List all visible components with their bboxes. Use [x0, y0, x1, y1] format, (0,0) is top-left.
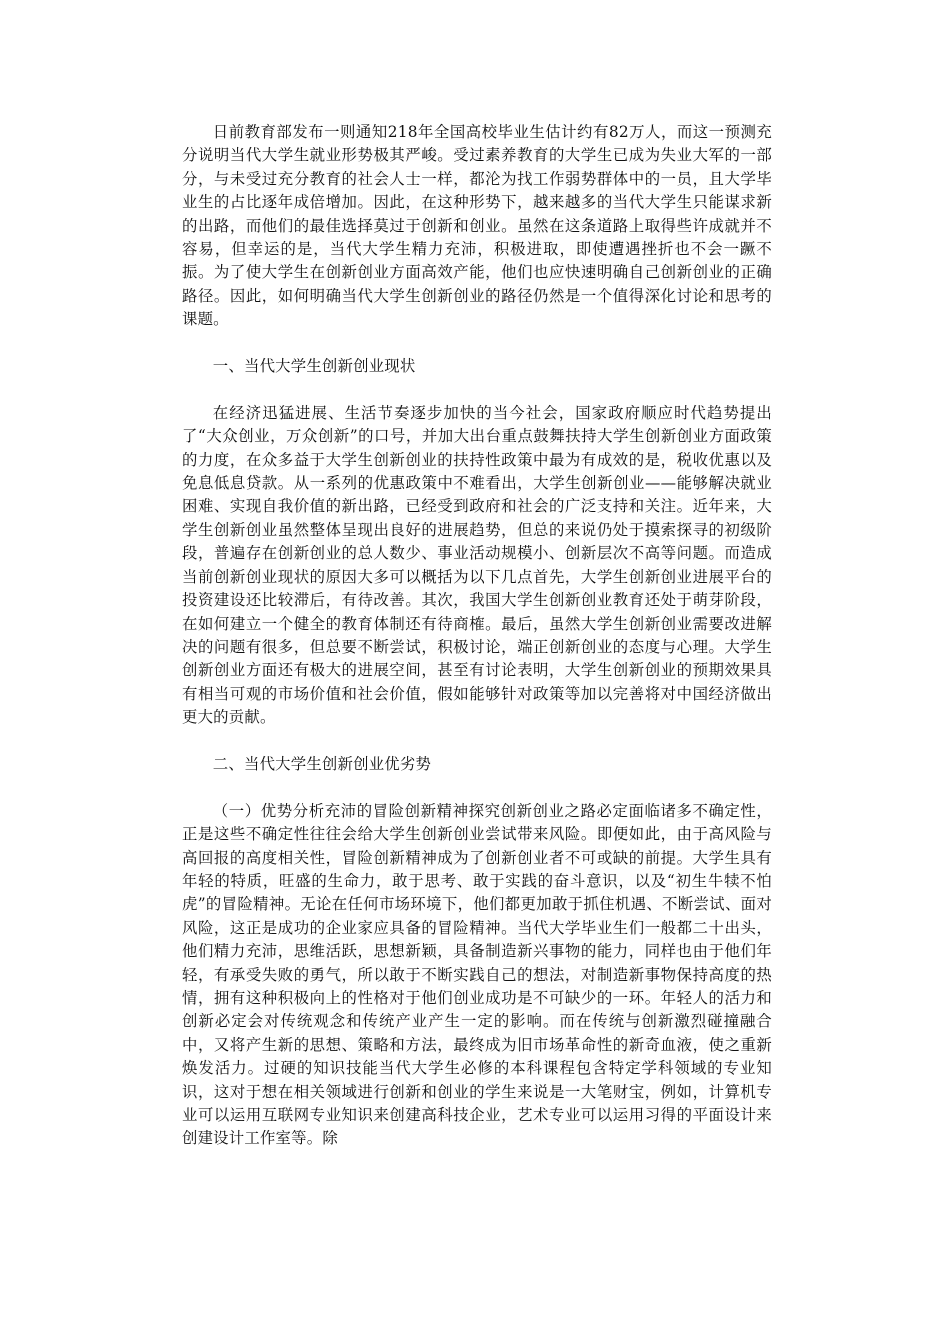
paragraph-spacer [182, 332, 772, 355]
section-heading-strengths: 二、当代大学生创新创业优劣势 [212, 754, 432, 773]
section-heading-status: 一、当代大学生创新创业现状 [212, 357, 416, 376]
strengths-paragraph: （一）优势分析充沛的冒险创新精神探究创新创业之路必定面临诸多不确定性，正是这些不确定性往往会给大学生创新创业尝试带来风险。即便如此，由于高风险与高回报的高度相关性，冒险创新精神成为了创新创业者不可或缺的前提。大学生具有年轻的特质，旺盛的生命力，敢于思考、敢于实践的奋斗意识，以及“初生牛犊不怕虎”的冒险精神。无论在任何市场环境下，他们都更加敢于抓住机遇、不断尝试、面对风险，这正是成功的企业家应具备的冒险精神。当代大学毕业生们一般都二十出头，他们精力充沛，思维活跃，思想新颖，具备制造新兴事物的能力，同样也由于他们年轻，有承受失败的勇气，所以敢于不断实践自己的想法，对制造新事物保持高度的热情，拥有这种积极向上的性格对于他们创业成功是不可缺少的一环。年轻人的活力和创新必定会对传统观念和传统产业产生一定的影响。而在传统与创新激烈碰撞融合中，又将产生新的思想、策略和方法，最终成为旧市场革命性的新奇血液，使之重新焕发活力。过硬的知识技能当代大学生必修的本科课程包含特定学科领域的专业知识，这对于想在相关领域进行创新和创业的学生来说是一大笔财宝，例如，计算机专业可以运用互联网专业知识来创建高科技企业，艺术专业可以运用习得的平面设计来创建设计工作室等。除 [182, 801, 772, 1148]
paragraph-spacer [182, 378, 772, 401]
intro-paragraph: 日前教育部发布一则通知218年全国高校毕业生估计约有82万人，而这一预测充分说明当代大学生就业形势极其严峻。受过素养教育的大学生已成为失业大军的一部分，与未受过充分教育的社会人士一样，都沦为找工作弱势群体中的一员，且大学毕业生的占比逐年成倍增加。因此，在这种形势下，越来越多的当代大学生只能谋求新的出路，而他们的最佳选择莫过于创新和创业。虽然在这条道路上取得些许成就并不容易，但幸运的是，当代大学生精力充沛，积极进取，即使遭遇挫折也不会一蹶不振。为了使大学生在创新创业方面高效产能，他们也应快速明确自己创新创业的正确路径。因此，如何明确当代大学生创新创业的路径仍然是一个值得深化讨论和思考的课题。 [182, 123, 772, 329]
document-page [182, 121, 772, 1151]
status-paragraph: 在经济迅猛进展、生活节奏逐步加快的当今社会，国家政府顺应时代趋势提出了“大众创业，万众创新”的口号，并加大出台重点鼓舞扶持大学生创新创业方面政策的力度，在众多益于大学生创新创业的扶持性政策中最为有成效的是，税收优惠以及免息低息贷款。从一系列的优惠政策中不难看出，大学生创新创业——能够解决就业困难、实现自我价值的新出路，已经受到政府和社会的广泛支持和关注。近年来，大学生创新创业虽然整体呈现出良好的进展趋势，但总的来说仍处于摸索探寻的初级阶段，普遍存在创新创业的总人数少、事业活动规模小、创新层次不高等问题。而造成当前创新创业现状的原因大多可以概括为以下几点首先，大学生创新创业进展平台的投资建设还比较滞后，有待改善。其次，我国大学生创新创业教育还处于萌芽阶段，在如何建立一个健全的教育体制还有待商榷。最后，虽然大学生创新创业需要改进解决的问题有很多，但总要不断尝试，积极讨论，端正创新创业的态度与心理。大学生创新创业方面还有极大的进展空间，甚至有讨论表明，大学生创新创业的预期效果具有相当可观的市场价值和社会价值，假如能够针对政策等加以完善将对中国经济做出更大的贡献。 [182, 403, 772, 727]
paragraph-spacer [182, 730, 772, 753]
paragraph-spacer [182, 776, 772, 799]
